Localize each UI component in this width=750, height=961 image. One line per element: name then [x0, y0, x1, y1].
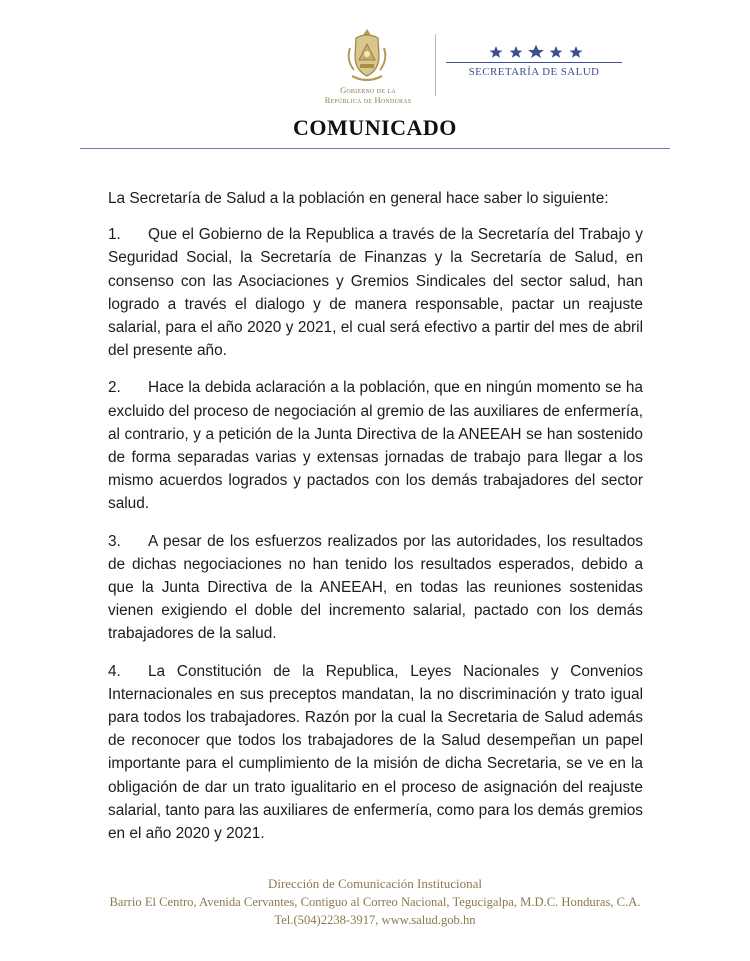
document-title: COMUNICADO: [293, 115, 457, 140]
item-text: Que el Gobierno de la Republica a través de la Secretaría del Trabajo y Seguridad Social, la Secretaría de Finanzas y la Secretaría de Salud, en consenso con las Asociaciones y Gremios Sindicales del sector salud, han logrado a través el dialogo y de manera responsable, pactar un reajuste salarial, para el año 2020 y 2021, el cual será efectivo a partir del mes de abril del presente año.: [108, 226, 643, 360]
ministry-name: SECRETARÍA DE SALUD: [468, 66, 600, 78]
item-text: A pesar de los esfuerzos realizados por las autoridades, los resultados de dichas negociaciones no han tenido los resultados esperados, debido a que la Junta Directiva de la ANEEAH, en todas las reuniones sostenidas vienen exigiendo el doble del incremento salarial, pactado con los demás trabajadores de la salud.: [108, 532, 643, 643]
item-text: La Constitución de la Republica, Leyes Nacionales y Convenios Internacionales en sus preceptos mandatan, la no discriminación y trato igual para todos los trabajadores. Razón por la cual la Secretaria de Salud además de reconocer que todos los trabajadores de la Salud desempeñan un papel importante para el cumplimiento de la misión de dicha Secretaria, se ve en la obligación de dar un trato igualitario en el proceso de asignación del reajuste salarial, tanto para las auxiliares de enfermería, como para los demás gremios en el año 2020 y 2021.: [108, 662, 643, 843]
government-line-2: República de Honduras: [324, 95, 412, 105]
numbered-item: [108, 223, 643, 362]
header-divider: [435, 34, 436, 96]
document-body: [108, 187, 643, 859]
footer-contact: Tel.(504)2238-3917, www.salud.gob.hn: [274, 913, 476, 927]
five-stars-icon: [486, 44, 586, 58]
intro-paragraph: La Secretaría de Salud a la población en general hace saber lo siguiente:: [108, 190, 609, 207]
government-line-1: Gobierno de la: [340, 85, 396, 95]
item-text: Hace la debida aclaración a la población, que en ningún momento se ha excluido del proceso de negociación al gremio de las auxiliares de enfermería, al contrario, y a petición de la Junta Directiva de la ANEEAH se han sostenido de forma separadas varias y extensas jornadas de trabajo para llegar a los mismo acuerdos logrados y pactados con los demás trabajadores del sector salud.: [108, 379, 643, 513]
title-underline: [80, 148, 670, 149]
item-number: 1.: [108, 226, 121, 244]
letterhead: [0, 0, 750, 110]
footer-department: Dirección de Comunicación Institucional: [267, 876, 483, 891]
footer: [0, 875, 750, 929]
government-name: [298, 85, 438, 105]
item-number: 3.: [108, 532, 121, 550]
item-number: 2.: [108, 379, 121, 397]
numbered-item: [108, 660, 643, 846]
footer-address: Barrio El Centro, Avenida Cervantes, Contiguo al Correo Nacional, Tegucigalpa, M.D.C. Honduras, C.A.: [109, 895, 641, 909]
item-number: 4.: [108, 662, 121, 680]
numbered-item: [108, 376, 643, 515]
numbered-item: [108, 530, 643, 646]
coat-of-arms-icon: [342, 26, 392, 84]
ministry-rule: [446, 62, 622, 63]
